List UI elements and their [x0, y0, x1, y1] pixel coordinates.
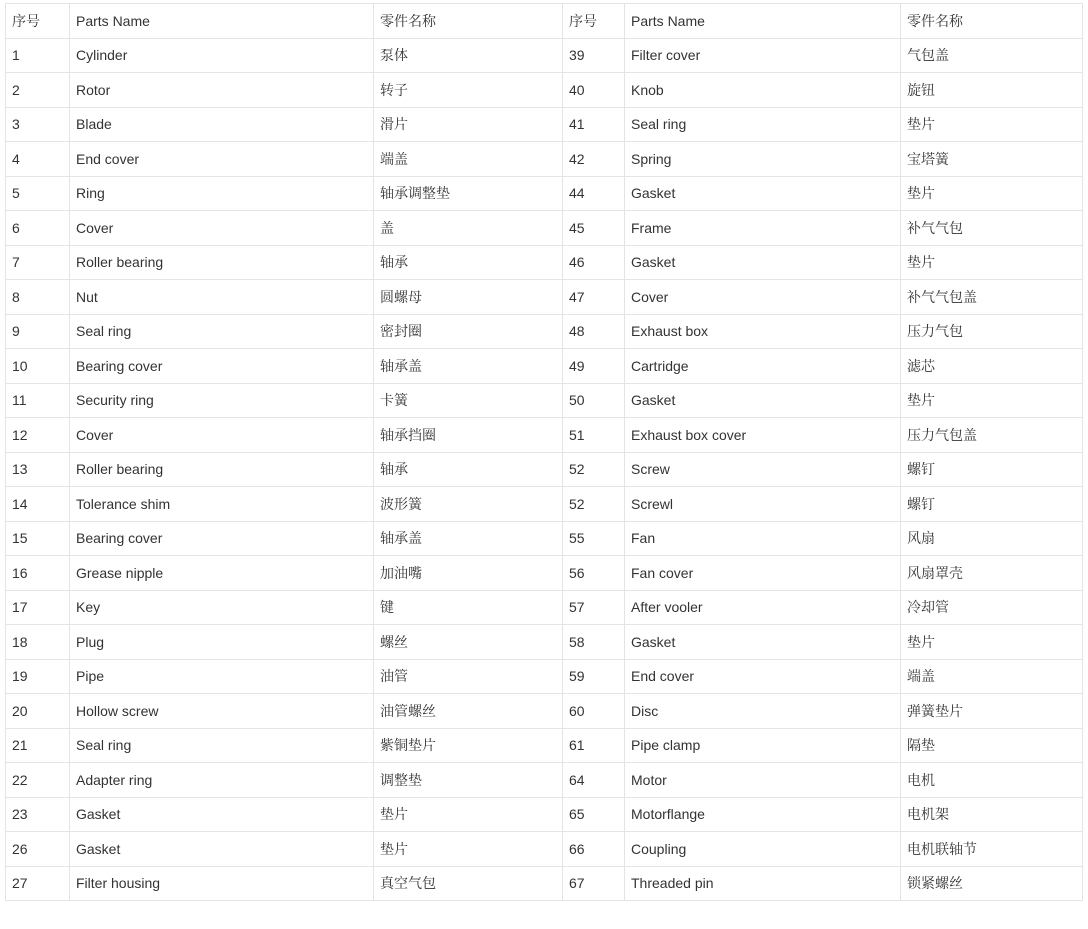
cell-parts-name-left: Cylinder — [70, 38, 374, 73]
cell-serial-no-right: 46 — [563, 245, 625, 280]
cell-serial-no-left: 27 — [6, 866, 70, 901]
cell-serial-no-right: 41 — [563, 107, 625, 142]
cell-serial-no-left: 8 — [6, 280, 70, 315]
cell-parts-name-right: Motorflange — [625, 797, 901, 832]
cell-part-name-cn-left: 调整垫 — [374, 763, 563, 798]
cell-serial-no-right: 58 — [563, 625, 625, 660]
cell-part-name-cn-left: 轴承 — [374, 452, 563, 487]
table-row — [6, 694, 1083, 729]
cell-part-name-cn-right: 电机 — [901, 763, 1083, 798]
cell-serial-no-left: 9 — [6, 314, 70, 349]
cell-part-name-cn-right: 冷却管 — [901, 590, 1083, 625]
table-row — [6, 487, 1083, 522]
cell-parts-name-left: Cover — [70, 211, 374, 246]
cell-parts-name-left: Roller bearing — [70, 245, 374, 280]
cell-serial-no-right: 57 — [563, 590, 625, 625]
cell-part-name-cn-left: 泵体 — [374, 38, 563, 73]
cell-parts-name-right: Coupling — [625, 832, 901, 867]
cell-serial-no-right: 40 — [563, 73, 625, 108]
cell-part-name-cn-right: 旋钮 — [901, 73, 1083, 108]
cell-serial-no-right: 52 — [563, 452, 625, 487]
table-body — [6, 38, 1083, 901]
header-serial-no-left: 序号 — [6, 4, 70, 39]
cell-serial-no-right: 39 — [563, 38, 625, 73]
cell-part-name-cn-right: 滤芯 — [901, 349, 1083, 384]
cell-serial-no-left: 3 — [6, 107, 70, 142]
cell-serial-no-left: 12 — [6, 418, 70, 453]
cell-serial-no-left: 5 — [6, 176, 70, 211]
cell-serial-no-right: 55 — [563, 521, 625, 556]
cell-part-name-cn-right: 宝塔簧 — [901, 142, 1083, 177]
cell-parts-name-right: Exhaust box — [625, 314, 901, 349]
table-row — [6, 728, 1083, 763]
cell-serial-no-right: 60 — [563, 694, 625, 729]
table-row — [6, 176, 1083, 211]
cell-parts-name-left: Filter housing — [70, 866, 374, 901]
cell-serial-no-left: 16 — [6, 556, 70, 591]
cell-parts-name-left: Ring — [70, 176, 374, 211]
cell-parts-name-right: After vooler — [625, 590, 901, 625]
cell-serial-no-left: 22 — [6, 763, 70, 798]
cell-part-name-cn-left: 卡簧 — [374, 383, 563, 418]
cell-part-name-cn-right: 风扇 — [901, 521, 1083, 556]
cell-part-name-cn-right: 电机架 — [901, 797, 1083, 832]
cell-part-name-cn-left: 圆螺母 — [374, 280, 563, 315]
cell-serial-no-right: 61 — [563, 728, 625, 763]
header-part-name-cn-left: 零件名称 — [374, 4, 563, 39]
cell-parts-name-right: Fan — [625, 521, 901, 556]
cell-part-name-cn-left: 垫片 — [374, 832, 563, 867]
cell-parts-name-left: Plug — [70, 625, 374, 660]
cell-parts-name-left: End cover — [70, 142, 374, 177]
cell-part-name-cn-right: 电机联轴节 — [901, 832, 1083, 867]
cell-serial-no-left: 10 — [6, 349, 70, 384]
table-row — [6, 383, 1083, 418]
cell-serial-no-right: 56 — [563, 556, 625, 591]
cell-parts-name-right: Frame — [625, 211, 901, 246]
cell-serial-no-right: 52 — [563, 487, 625, 522]
cell-serial-no-left: 20 — [6, 694, 70, 729]
cell-parts-name-right: Pipe clamp — [625, 728, 901, 763]
table-row — [6, 142, 1083, 177]
cell-serial-no-right: 51 — [563, 418, 625, 453]
cell-parts-name-left: Roller bearing — [70, 452, 374, 487]
cell-part-name-cn-left: 滑片 — [374, 107, 563, 142]
cell-parts-name-right: Gasket — [625, 383, 901, 418]
header-serial-no-right: 序号 — [563, 4, 625, 39]
cell-parts-name-left: Adapter ring — [70, 763, 374, 798]
cell-parts-name-right: Seal ring — [625, 107, 901, 142]
cell-part-name-cn-right: 补气气包盖 — [901, 280, 1083, 315]
header-part-name-cn-right: 零件名称 — [901, 4, 1083, 39]
cell-parts-name-left: Seal ring — [70, 728, 374, 763]
cell-serial-no-left: 1 — [6, 38, 70, 73]
cell-parts-name-right: Fan cover — [625, 556, 901, 591]
cell-part-name-cn-right: 垫片 — [901, 107, 1083, 142]
cell-parts-name-right: Spring — [625, 142, 901, 177]
table-row — [6, 625, 1083, 660]
header-parts-name-left: Parts Name — [70, 4, 374, 39]
parts-table — [5, 3, 1083, 901]
cell-serial-no-right: 64 — [563, 763, 625, 798]
cell-part-name-cn-left: 油管螺丝 — [374, 694, 563, 729]
table-row — [6, 73, 1083, 108]
cell-parts-name-right: Cartridge — [625, 349, 901, 384]
cell-part-name-cn-right: 弹簧垫片 — [901, 694, 1083, 729]
cell-parts-name-right: Screw — [625, 452, 901, 487]
cell-serial-no-left: 2 — [6, 73, 70, 108]
cell-serial-no-left: 14 — [6, 487, 70, 522]
cell-parts-name-right: Exhaust box cover — [625, 418, 901, 453]
cell-parts-name-left: Blade — [70, 107, 374, 142]
cell-part-name-cn-left: 垫片 — [374, 797, 563, 832]
cell-part-name-cn-left: 轴承盖 — [374, 521, 563, 556]
table-row — [6, 245, 1083, 280]
cell-parts-name-left: Rotor — [70, 73, 374, 108]
cell-part-name-cn-left: 波形簧 — [374, 487, 563, 522]
cell-part-name-cn-right: 压力气包 — [901, 314, 1083, 349]
cell-serial-no-right: 47 — [563, 280, 625, 315]
cell-parts-name-left: Seal ring — [70, 314, 374, 349]
cell-parts-name-right: Gasket — [625, 245, 901, 280]
table-row — [6, 452, 1083, 487]
cell-parts-name-left: Key — [70, 590, 374, 625]
cell-parts-name-left: Tolerance shim — [70, 487, 374, 522]
cell-part-name-cn-right: 垫片 — [901, 176, 1083, 211]
cell-parts-name-right: Knob — [625, 73, 901, 108]
cell-parts-name-right: Motor — [625, 763, 901, 798]
cell-serial-no-right: 48 — [563, 314, 625, 349]
cell-serial-no-left: 18 — [6, 625, 70, 660]
cell-part-name-cn-right: 补气气包 — [901, 211, 1083, 246]
table-row — [6, 349, 1083, 384]
cell-serial-no-right: 50 — [563, 383, 625, 418]
cell-serial-no-left: 4 — [6, 142, 70, 177]
cell-parts-name-right: Filter cover — [625, 38, 901, 73]
cell-parts-name-right: Gasket — [625, 176, 901, 211]
cell-serial-no-left: 11 — [6, 383, 70, 418]
table-row — [6, 659, 1083, 694]
cell-part-name-cn-left: 轴承调整垫 — [374, 176, 563, 211]
cell-parts-name-left: Hollow screw — [70, 694, 374, 729]
cell-parts-name-left: Gasket — [70, 832, 374, 867]
table-row — [6, 832, 1083, 867]
table-row — [6, 763, 1083, 798]
cell-serial-no-right: 65 — [563, 797, 625, 832]
cell-parts-name-left: Security ring — [70, 383, 374, 418]
cell-part-name-cn-left: 密封圈 — [374, 314, 563, 349]
cell-part-name-cn-right: 螺钉 — [901, 487, 1083, 522]
cell-part-name-cn-right: 垫片 — [901, 625, 1083, 660]
cell-serial-no-right: 67 — [563, 866, 625, 901]
cell-parts-name-right: Gasket — [625, 625, 901, 660]
cell-parts-name-right: Disc — [625, 694, 901, 729]
cell-serial-no-left: 23 — [6, 797, 70, 832]
cell-part-name-cn-left: 键 — [374, 590, 563, 625]
table-row — [6, 280, 1083, 315]
cell-part-name-cn-right: 气包盖 — [901, 38, 1083, 73]
cell-parts-name-left: Cover — [70, 418, 374, 453]
table-row — [6, 866, 1083, 901]
cell-parts-name-right: Cover — [625, 280, 901, 315]
table-row — [6, 590, 1083, 625]
cell-part-name-cn-left: 转子 — [374, 73, 563, 108]
cell-serial-no-right: 59 — [563, 659, 625, 694]
cell-part-name-cn-right: 端盖 — [901, 659, 1083, 694]
cell-serial-no-left: 21 — [6, 728, 70, 763]
cell-parts-name-right: Screwl — [625, 487, 901, 522]
cell-parts-name-left: Bearing cover — [70, 349, 374, 384]
cell-parts-name-left: Nut — [70, 280, 374, 315]
cell-part-name-cn-right: 垫片 — [901, 245, 1083, 280]
table-row — [6, 38, 1083, 73]
table-row — [6, 556, 1083, 591]
table-header-row — [6, 4, 1083, 39]
cell-serial-no-right: 44 — [563, 176, 625, 211]
cell-part-name-cn-left: 加油嘴 — [374, 556, 563, 591]
cell-serial-no-left: 6 — [6, 211, 70, 246]
cell-part-name-cn-left: 真空气包 — [374, 866, 563, 901]
cell-part-name-cn-left: 紫铜垫片 — [374, 728, 563, 763]
header-parts-name-right: Parts Name — [625, 4, 901, 39]
cell-part-name-cn-right: 螺钉 — [901, 452, 1083, 487]
cell-serial-no-right: 66 — [563, 832, 625, 867]
cell-part-name-cn-left: 轴承挡圈 — [374, 418, 563, 453]
cell-parts-name-left: Gasket — [70, 797, 374, 832]
cell-serial-no-left: 15 — [6, 521, 70, 556]
table-row — [6, 107, 1083, 142]
cell-serial-no-right: 45 — [563, 211, 625, 246]
cell-serial-no-left: 7 — [6, 245, 70, 280]
cell-parts-name-left: Bearing cover — [70, 521, 374, 556]
cell-serial-no-left: 13 — [6, 452, 70, 487]
table-row — [6, 418, 1083, 453]
cell-part-name-cn-left: 轴承 — [374, 245, 563, 280]
table-row — [6, 797, 1083, 832]
table-row — [6, 211, 1083, 246]
table-row — [6, 521, 1083, 556]
cell-part-name-cn-left: 螺丝 — [374, 625, 563, 660]
cell-part-name-cn-left: 轴承盖 — [374, 349, 563, 384]
cell-parts-name-left: Pipe — [70, 659, 374, 694]
cell-parts-name-right: Threaded pin — [625, 866, 901, 901]
cell-part-name-cn-right: 风扇罩壳 — [901, 556, 1083, 591]
cell-parts-name-right: End cover — [625, 659, 901, 694]
cell-serial-no-right: 49 — [563, 349, 625, 384]
cell-part-name-cn-left: 盖 — [374, 211, 563, 246]
cell-parts-name-left: Grease nipple — [70, 556, 374, 591]
cell-serial-no-left: 26 — [6, 832, 70, 867]
cell-serial-no-right: 42 — [563, 142, 625, 177]
cell-part-name-cn-right: 锁紧螺丝 — [901, 866, 1083, 901]
cell-part-name-cn-right: 隔垫 — [901, 728, 1083, 763]
cell-part-name-cn-left: 端盖 — [374, 142, 563, 177]
cell-part-name-cn-right: 垫片 — [901, 383, 1083, 418]
cell-serial-no-left: 19 — [6, 659, 70, 694]
cell-part-name-cn-left: 油管 — [374, 659, 563, 694]
cell-part-name-cn-right: 压力气包盖 — [901, 418, 1083, 453]
table-row — [6, 314, 1083, 349]
cell-serial-no-left: 17 — [6, 590, 70, 625]
